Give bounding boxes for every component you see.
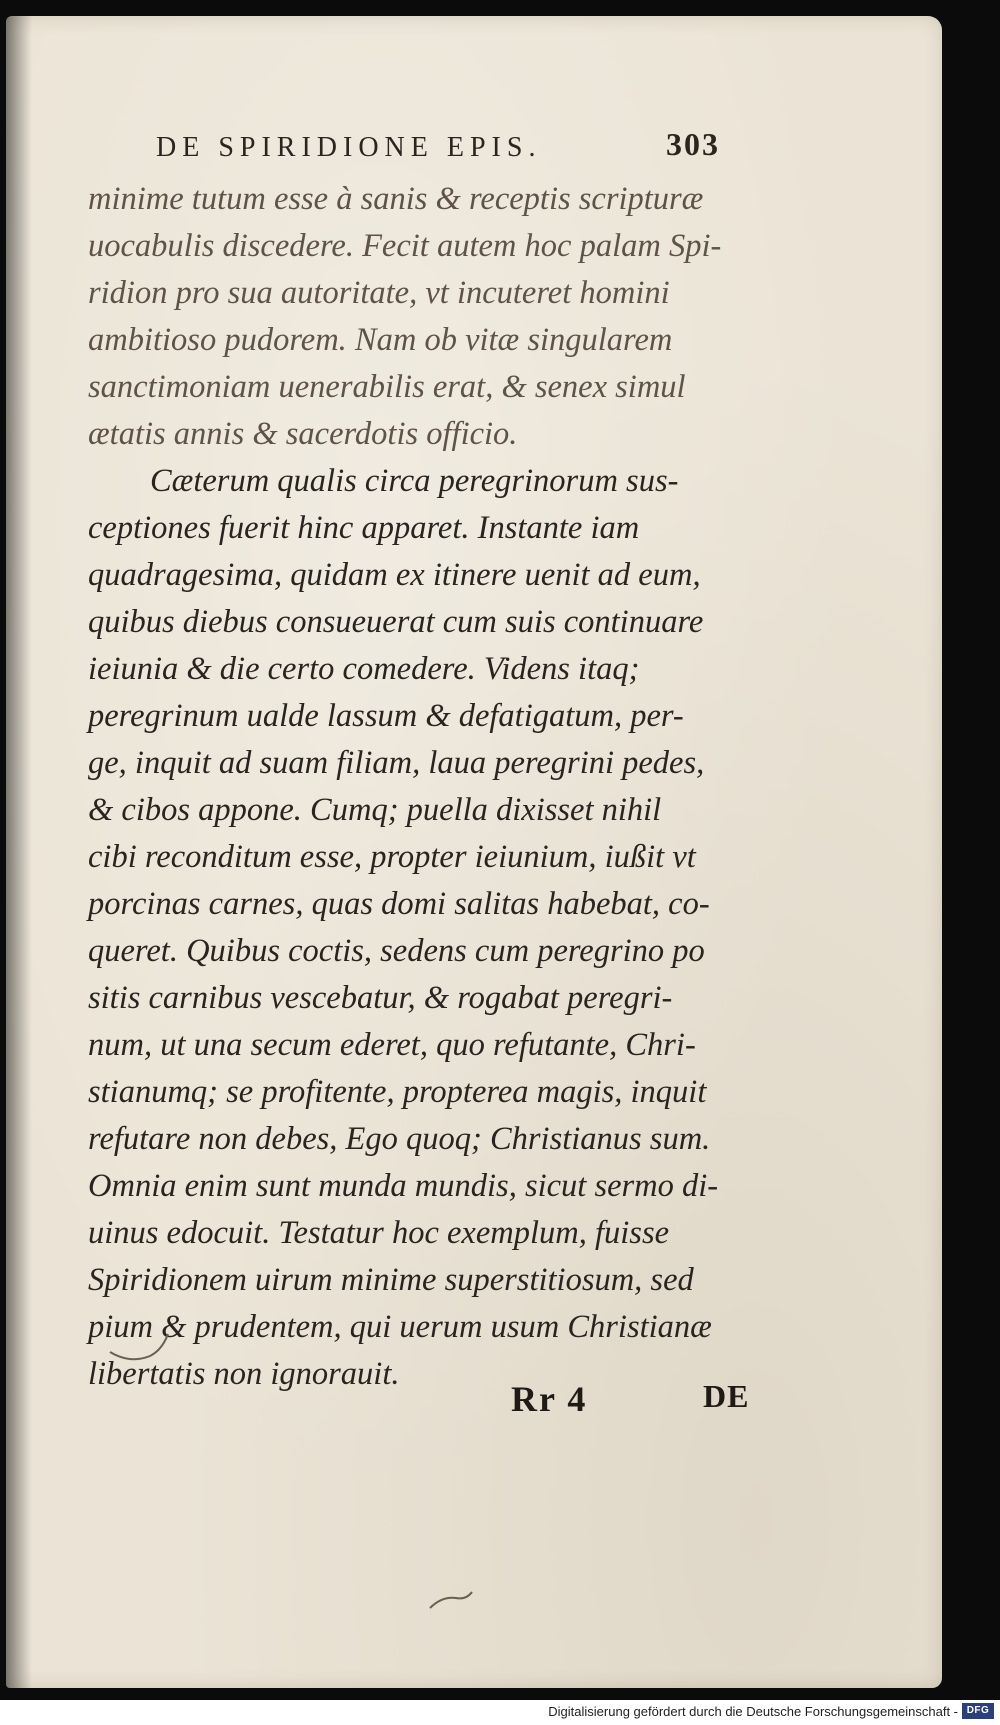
ink-mark [106,1326,176,1366]
text-line: minime tutum esse à sanis & receptis scripturæ [88,181,704,217]
footer-band [0,1700,1000,1725]
text-line: ge, inquit ad suam filiam, laua peregrini pedes, [88,745,705,781]
text-line: num, ut una secum ederet, quo refutante, Chri- [88,1027,696,1063]
text-line: pium & prudentem, qui uerum usum Christianæ [88,1309,712,1345]
text-line: sanctimoniam uenerabilis erat, & senex simul [88,369,686,405]
text-line: peregrinum ualde lassum & defatigatum, per- [88,698,684,734]
text-line: ætatis annis & sacerdotis officio. [88,416,518,452]
text-line: stianumq; se profitente, propterea magis, inquit [88,1074,707,1110]
text-line: Omnia enim sunt munda mundis, sicut sermo di- [88,1168,719,1204]
text-line: libertatis non ignorauit. [88,1356,400,1392]
text-line: uinus edocuit. Testatur hoc exemplum, fuisse [88,1215,670,1251]
dfg-logo: DFG [962,1703,994,1719]
text-line: & cibos appone. Cumq; puella dixisset nihil [88,792,662,828]
book-page [6,16,942,1688]
text-line: ridion pro sua autoritate, vt incuteret homini [88,275,670,311]
text-line: ambitioso pudorem. Nam ob vitæ singularem [88,322,673,358]
text-line: ieiunia & die certo comedere. Videns itaq; [88,651,640,687]
text-line: Cæterum qualis circa peregrinorum sus- [150,463,679,499]
text-line: refutare non debes, Ego quoq; Christianus sum. [88,1121,711,1157]
running-head [156,126,756,172]
text-line: quadragesima, quidam ex itinere uenit ad eum, [88,557,701,593]
text-line: cibi reconditum esse, propter ieiunium, iußit vt [88,839,696,875]
text-line: ceptiones fuerit hinc apparet. Instante iam [88,510,640,546]
text-line: porcinas carnes, quas domi salitas habebat, co- [88,886,710,922]
gutter-shadow [6,16,32,1688]
digitization-credit: Digitalisierung gefördert durch die Deutsche Forschungsgemeinschaft - [548,1704,958,1719]
text-line: queret. Quibus coctis, sedens cum peregrino po [88,933,705,969]
text-line: quibus diebus consueuerat cum suis continuare [88,604,704,640]
text-line: Spiridionem uirum minime superstitiosum, sed [88,1262,694,1298]
ink-mark [426,1586,476,1616]
catchword: DE [703,1378,750,1414]
page-number: 303 [666,126,720,162]
signature-mark: Rr 4 [511,1379,588,1419]
text-line: sitis carnibus vescebatur, & rogabat peregri- [88,980,673,1016]
text-block [88,176,788,1398]
text-line: uocabulis discedere. Fecit autem hoc palam Spi- [88,228,722,264]
page-foot [511,1378,771,1428]
running-title: DE SPIRIDIONE EPIS. [156,132,542,163]
